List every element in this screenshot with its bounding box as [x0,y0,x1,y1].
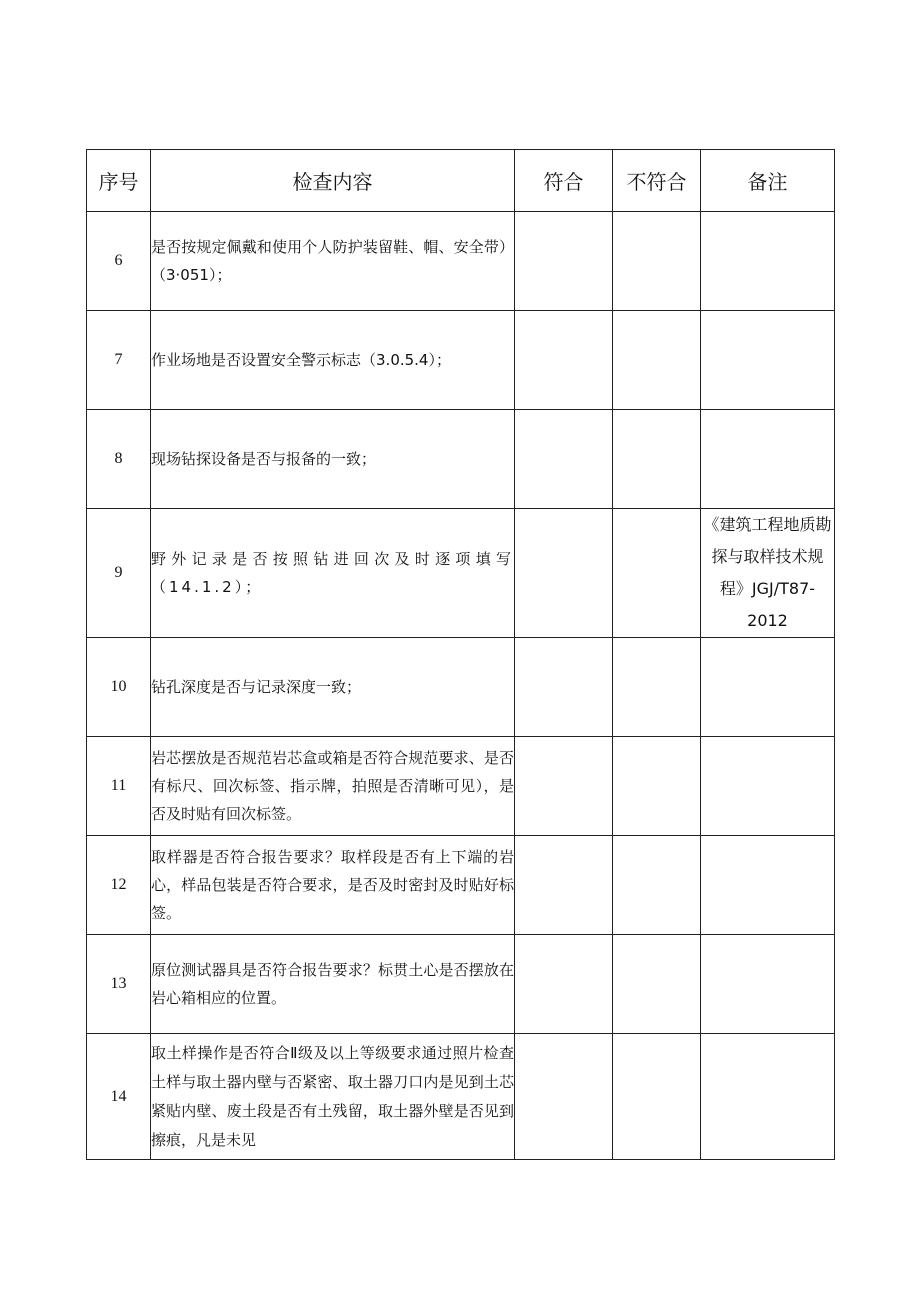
table-row [87,737,835,836]
table-row [87,638,835,737]
table-row [87,311,835,410]
row-note [701,410,835,509]
row-nonconform-cell[interactable] [613,1034,701,1160]
row-num: 11 [87,737,151,836]
row-conform-cell[interactable] [515,935,613,1034]
row-num: 8 [87,410,151,509]
table-row [87,836,835,935]
row-note [701,836,835,935]
header-nonconform: 不符合 [613,150,701,212]
row-content: 野外记录是否按照钻进回次及时逐项填写（14.1.2）； [151,509,515,638]
row-content: 取土样操作是否符合Ⅱ级及以上等级要求通过照片检查土样与取土器内壁与否紧密、取土器刀口内是见到土芯紧贴内壁、废土段是否有土残留，取土器外壁是否见到擦痕，凡是未见 [151,1034,515,1160]
row-content: 作业场地是否设置安全警示标志（3.0.5.4）； [151,311,515,410]
row-nonconform-cell[interactable] [613,509,701,638]
header-row [87,150,835,212]
header-content: 检查内容 [151,150,515,212]
table-row [87,1034,835,1160]
row-conform-cell[interactable] [515,737,613,836]
row-conform-cell[interactable] [515,836,613,935]
header-num: 序号 [87,150,151,212]
table-row [87,935,835,1034]
row-content: 岩芯摆放是否规范岩芯盒或箱是否符合规范要求、是否有标尺、回次标签、指示牌，拍照是否清晰可见），是否及时贴有回次标签。 [151,737,515,836]
row-num: 14 [87,1034,151,1160]
row-conform-cell[interactable] [515,638,613,737]
row-note [701,212,835,311]
row-num: 9 [87,509,151,638]
row-content: 钻孔深度是否与记录深度一致； [151,638,515,737]
row-conform-cell[interactable] [515,311,613,410]
row-content: 是否按规定佩戴和使用个人防护装留鞋、帽、安全带）（3·051）； [151,212,515,311]
row-conform-cell[interactable] [515,509,613,638]
row-nonconform-cell[interactable] [613,836,701,935]
row-nonconform-cell[interactable] [613,638,701,737]
row-note [701,737,835,836]
row-note: 《建筑工程地质勘探与取样技术规程》JGJ/T87-2012 [701,509,835,638]
row-note [701,935,835,1034]
header-note: 备注 [701,150,835,212]
row-content: 原位测试器具是否符合报告要求？标贯土心是否摆放在岩心箱相应的位置。 [151,935,515,1034]
row-note [701,311,835,410]
row-num: 7 [87,311,151,410]
inspection-checklist-table [86,149,835,1160]
table-row [87,410,835,509]
row-num: 13 [87,935,151,1034]
row-conform-cell[interactable] [515,212,613,311]
row-nonconform-cell[interactable] [613,311,701,410]
row-num: 12 [87,836,151,935]
row-num: 10 [87,638,151,737]
row-nonconform-cell[interactable] [613,410,701,509]
table-row [87,212,835,311]
row-content: 取样器是否符合报告要求？取样段是否有上下端的岩心，样品包装是否符合要求，是否及时密封及时贴好标签。 [151,836,515,935]
row-conform-cell[interactable] [515,1034,613,1160]
row-content: 现场钻探设备是否与报备的一致； [151,410,515,509]
row-num: 6 [87,212,151,311]
header-conform: 符合 [515,150,613,212]
row-nonconform-cell[interactable] [613,935,701,1034]
row-nonconform-cell[interactable] [613,212,701,311]
row-conform-cell[interactable] [515,410,613,509]
table-row [87,509,835,638]
row-nonconform-cell[interactable] [613,737,701,836]
row-note [701,1034,835,1160]
row-note [701,638,835,737]
